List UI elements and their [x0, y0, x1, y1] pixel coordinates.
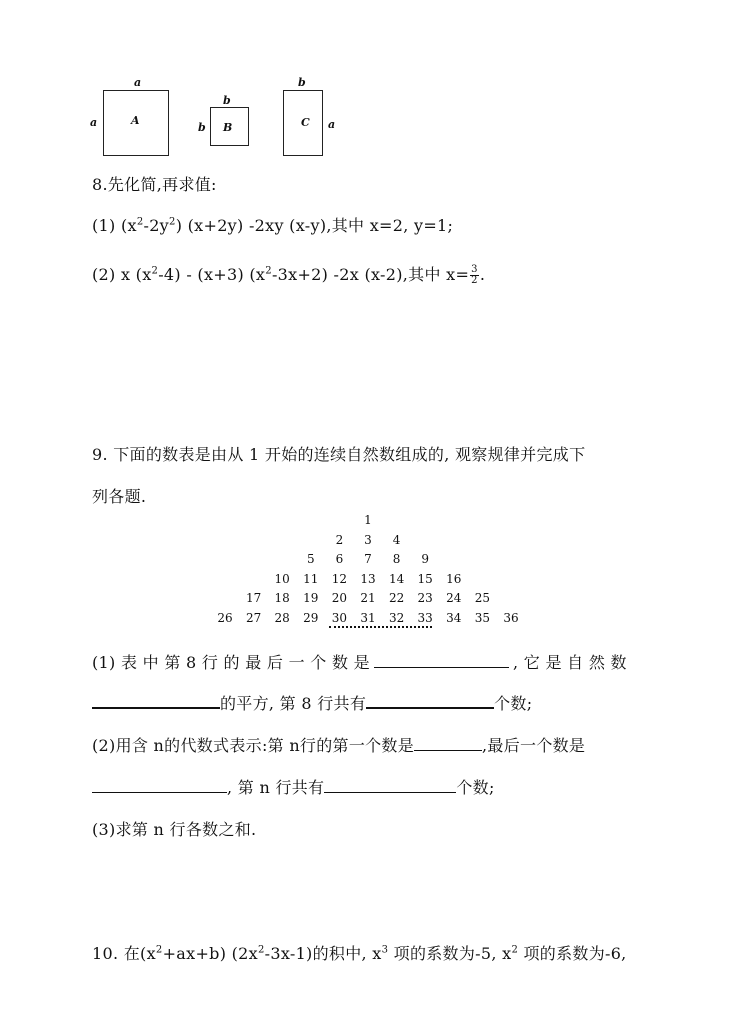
triangle-number: 3 — [364, 532, 372, 547]
q8-title: 8.先化简,再求值: — [92, 175, 217, 194]
q9-title-line1: 9. 下面的数表是由从 1 开始的连续自然数组成的, 观察规律并完成下 — [92, 445, 586, 464]
triangle-number: 4 — [392, 532, 401, 547]
triangle-number: 22 — [388, 591, 405, 605]
triangle-number: 33 — [417, 610, 433, 625]
q9-sub2-line1: (2)用含 n的代数式表示:第 n行的第一个数是 ,最后一个数是 — [92, 736, 586, 755]
figure-c-side-label: a — [328, 118, 336, 131]
q9-sub2-line2: , 第 n 行共有 个数; — [92, 775, 495, 798]
figure-a-name: A — [131, 114, 140, 127]
triangle-number: 30 — [331, 610, 348, 625]
answer-blank-6[interactable] — [324, 778, 456, 793]
continuation-dots — [329, 626, 432, 628]
figure-c-top-label: b — [298, 76, 306, 89]
figure-b-side-label: b — [198, 121, 206, 134]
figure-b-name: B — [223, 121, 233, 134]
triangle-number: 17 — [245, 591, 262, 605]
triangle-number: 7 — [364, 552, 372, 566]
q8-part2: (2) x $(x^2-4) - (x+3)$ $(x^2-3x+2)$ -2x (x-2),其中 x= $\frac{3}{2}$ . — [92, 264, 486, 286]
triangle-number: 20 — [331, 591, 348, 605]
triangle-number: 21 — [360, 591, 376, 605]
triangle-number: 5 — [306, 552, 315, 566]
triangle-number: 28 — [274, 610, 290, 625]
triangle-number: 15 — [417, 571, 433, 586]
triangle-number: 8 — [392, 552, 401, 566]
q9-sub3: (3)求第 n 行各数之和. — [92, 820, 257, 839]
triangle-number: 27 — [245, 610, 262, 625]
triangle-number: 23 — [417, 591, 433, 605]
triangle-number: 32 — [388, 610, 405, 625]
figure-c-name: C — [301, 116, 310, 129]
triangle-number: 35 — [474, 610, 491, 625]
q9-sub1-line2: 的平方, 第 8 行共有 个数; — [92, 691, 532, 714]
answer-blank-2[interactable] — [92, 693, 220, 709]
q9-title-line2: 列各题. — [92, 487, 147, 506]
answer-blank-1[interactable] — [374, 653, 509, 668]
figure-a-top-label: a — [134, 76, 142, 89]
triangle-number: 36 — [503, 610, 519, 625]
triangle-number: 24 — [446, 591, 462, 605]
triangle-number: 26 — [217, 610, 233, 625]
answer-blank-3[interactable] — [366, 693, 494, 709]
triangle-number: 25 — [474, 591, 491, 605]
figure-a-side-label: a — [90, 116, 98, 129]
triangle-number: 34 — [446, 610, 462, 625]
triangle-number: 16 — [446, 571, 462, 586]
triangle-number: 29 — [303, 610, 319, 625]
q8-part1: (1) $(x^2-2y^2)$ (x+2y) -2xy (x-y),其中 x=2, y=1; — [92, 216, 454, 235]
triangle-number: 2 — [335, 532, 344, 547]
triangle-number: 13 — [360, 571, 376, 586]
q9-sub1-line1: (1) 表 中 第 8 行 的 最 后 一 个 数 是 , 它 是 自 然 数 — [92, 653, 627, 672]
triangle-number: 9 — [421, 552, 429, 566]
triangle-number: 1 — [364, 513, 372, 527]
triangle-number: 14 — [388, 571, 405, 586]
triangle-number: 18 — [274, 591, 290, 605]
figure-b-top-label: b — [223, 94, 231, 107]
triangle-number: 19 — [303, 591, 319, 605]
fraction-three-halves: $\frac{3}{2}$ — [471, 264, 478, 286]
triangle-number: 12 — [331, 571, 348, 586]
triangle-number: 31 — [360, 610, 376, 625]
answer-blank-5[interactable] — [92, 778, 227, 793]
triangle-number: 6 — [335, 552, 344, 566]
q10-line1: 10. 在$(x^2+ax+b)$ $(2x^2-3x-1)$的积中, $x^3$ 项的系数为-5, $x^2$ 项的系数为-6, — [92, 944, 627, 963]
answer-blank-4[interactable] — [414, 736, 482, 751]
triangle-number: 11 — [303, 571, 319, 586]
triangle-number: 10 — [274, 571, 290, 586]
